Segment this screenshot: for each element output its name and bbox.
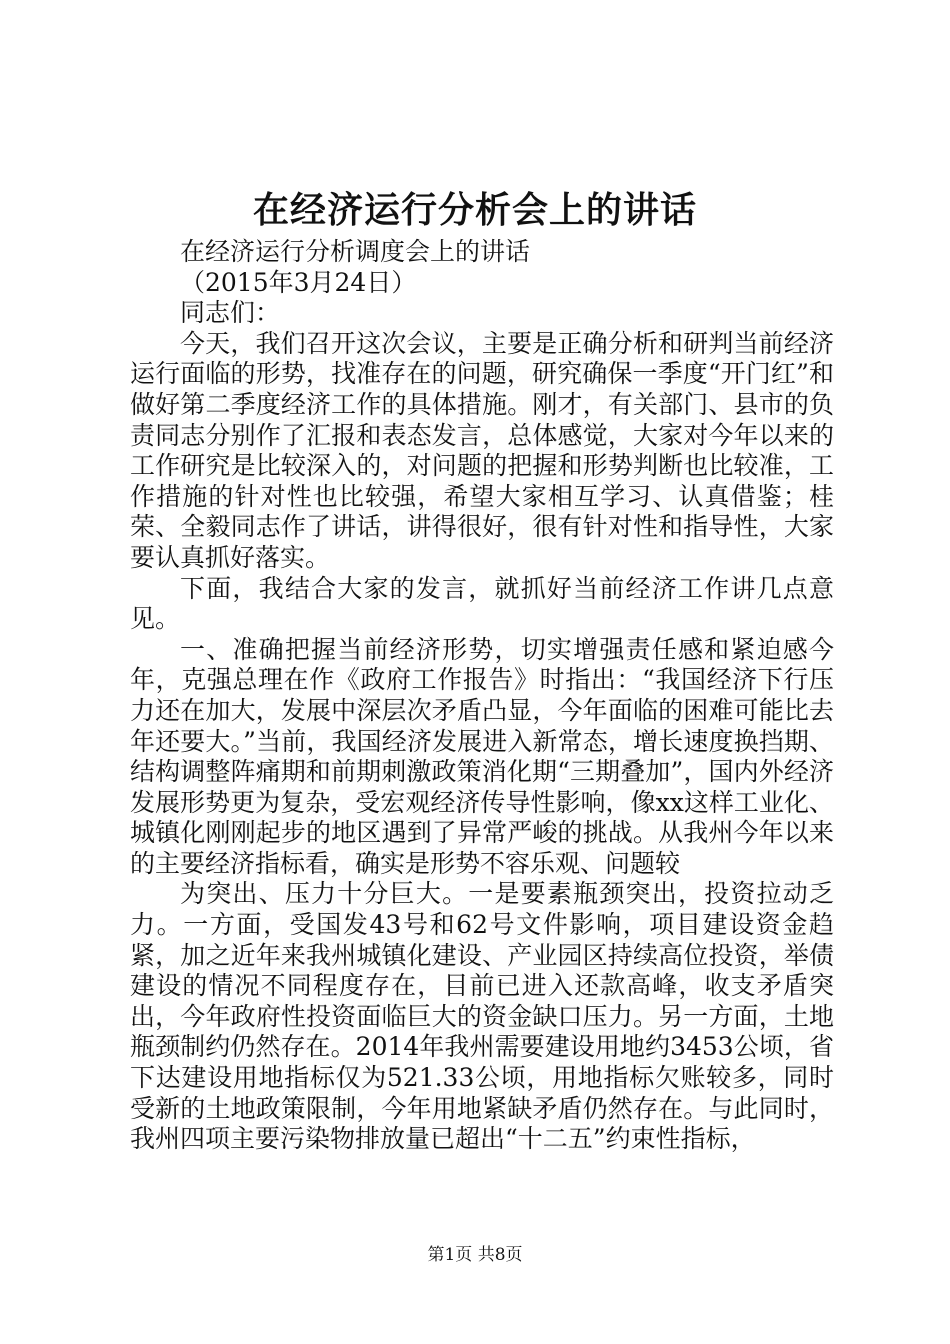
page-footer: 第1页 共8页 [427, 1245, 523, 1265]
document-title: 在经济运行分析会上的讲话 [252, 189, 697, 231]
document-body [130, 237, 834, 1155]
subtitle-paragraph: 在经济运行分析调度会上的讲话 [180, 237, 531, 266]
body-paragraph: 为突出、压力十分巨大。一是要素瓶颈突出，投资拉动乏力。一方面，受国发43号和62号文件影响，项目建设资金趋紧，加之近年来我州城镇化建设、产业园区持续高位投资，举债建设的情况不同程度存在，目前已进入还款高峰，收支矛盾突出，今年政府性投资面临巨大的资金缺口压力。另一方面，土地瓶颈制约仍然存在。2014年我州需要建设用地约3453公顷，省下达建设用地指标仅为521.33公顷，用地指标欠账较多，同时受新的土地政策限制，今年用地紧缺矛盾仍然存在。与此同时，我州四项主要污染物排放量已超出“十二五”约束性指标， [130, 879, 834, 1154]
body-paragraph: 今天，我们召开这次会议，主要是正确分析和研判当前经济运行面临的形势，找准存在的问题，研究确保一季度“开门红”和做好第二季度经济工作的具体措施。刚才，有关部门、县市的负责同志分别作了汇报和表态发言，总体感觉，大家对今年以来的工作研究是比较深入的，对问题的把握和形势判断也比较准，工作措施的针对性也比较强，希望大家相互学习、认真借鉴；桂荣、全毅同志作了讲话，讲得很好，很有针对性和指导性，大家要认真抓好落实。 [130, 328, 834, 572]
date-paragraph: （2015年3月24日） [180, 267, 417, 297]
body-paragraph: 一、准确把握当前经济形势，切实增强责任感和紧迫感今年，克强总理在作《政府工作报告》时指出：“我国经济下行压力还在加大，发展中深层次矛盾凸显，今年面临的困难可能比去年还要大。”当前，我国经济发展进入新常态，增长速度换挡期、结构调整阵痛期和前期刺激政策消化期“三期叠加”，国内外经济发展形势更为复杂，受宏观经济传导性影响，像xx这样工业化、城镇化刚刚起步的地区遇到了异常严峻的挑战。从我州今年以来的主要经济指标看，确实是形势不容乐观、问题较 [130, 634, 834, 878]
salutation-paragraph: 同志们： [180, 298, 281, 328]
body-paragraph: 下面，我结合大家的发言，就抓好当前经济工作讲几点意见。 [130, 573, 834, 634]
